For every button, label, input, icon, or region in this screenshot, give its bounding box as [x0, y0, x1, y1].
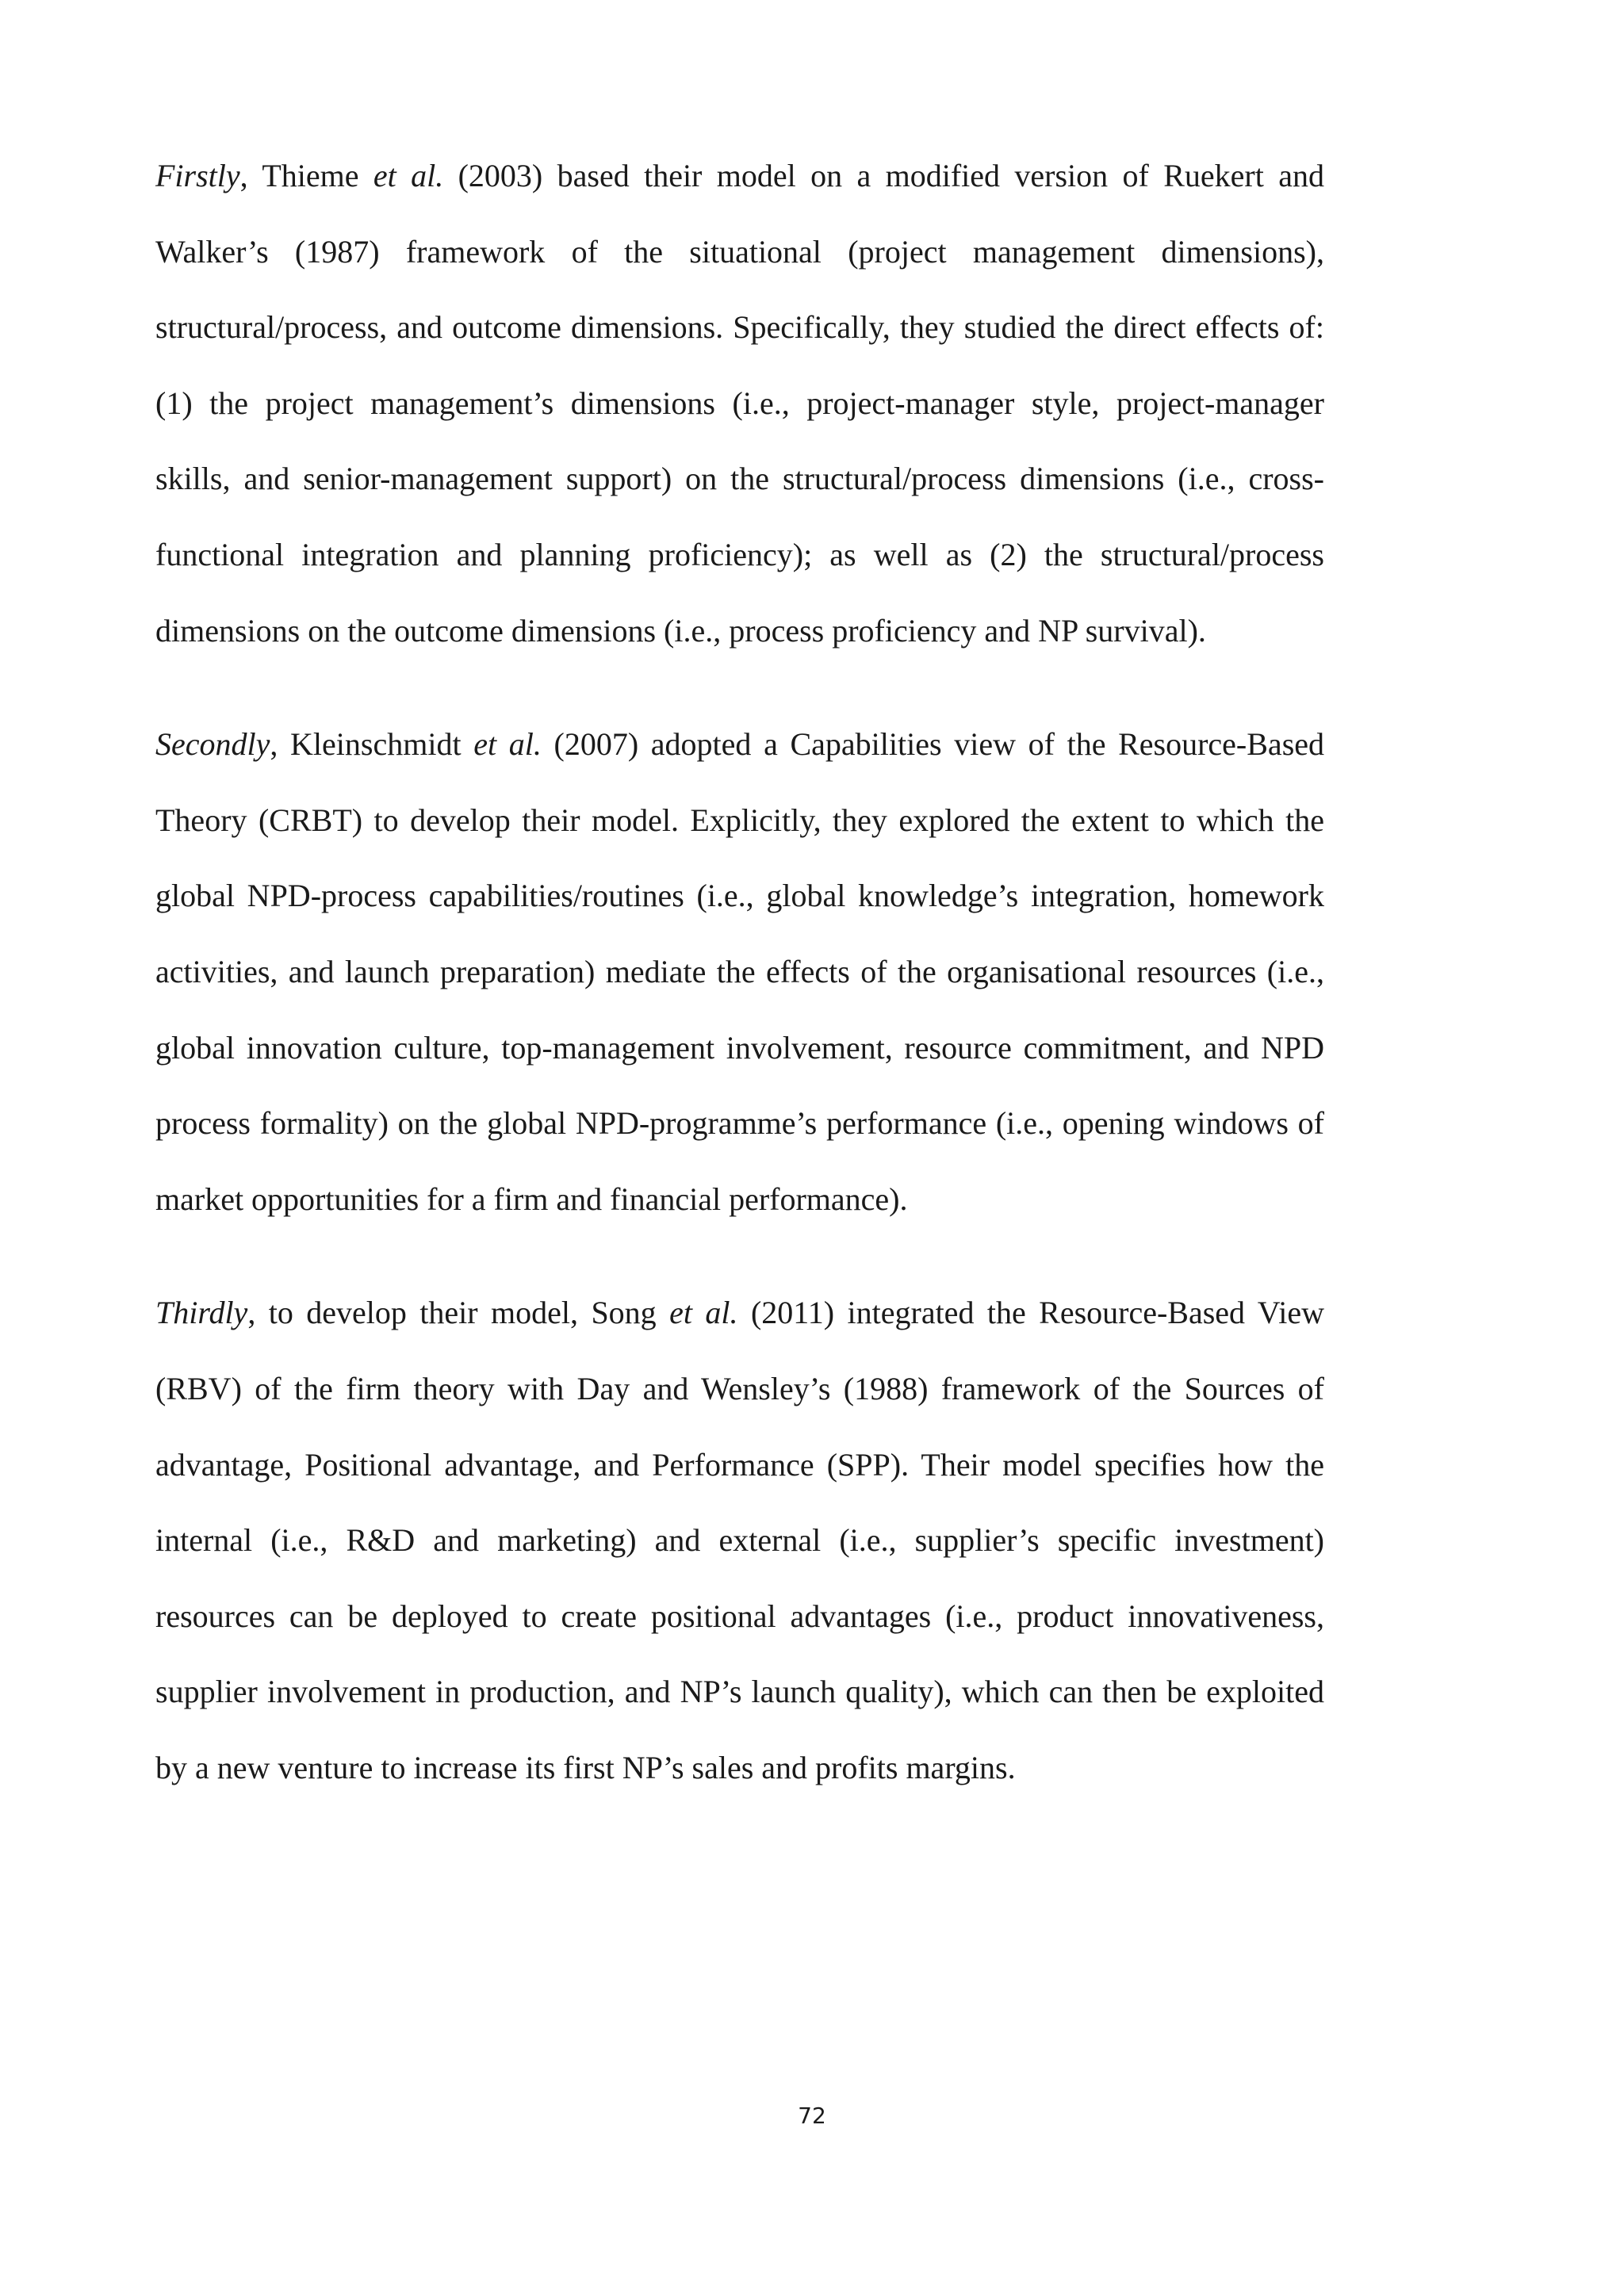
- paragraph-text: (2003) based their model on a modified version of Ruekert and Walker’s (1987) framework of the situational (project management dimensions), structural/process, and outcome dimensions. Specifically, they studied the direct effects of: (1) the project management’s dimensions (i.e., project-manager style, project-manager skills, and senior-management support) on the structural/process dimensions (i.e., cross-functional integration and planning proficiency); as well as (2) the structural/process dimensions on the outcome dimensions (i.e., process proficiency and NP survival).: [155, 158, 1324, 649]
- paragraph-thirdly: [155, 1275, 1324, 1805]
- page-number: 72: [798, 2103, 826, 2129]
- paragraph-text: (2011) integrated the Resource-Based View (RBV) of the firm theory with Day and Wensley’s (1988) framework of the Sources of advantage, Positional advantage, and Performance (SPP). Their model specifies how the internal (i.e., R&D and marketing) and external (i.e., supplier’s specific investment) resources can be deployed to create positional advantages (i.e., product innovativeness, supplier involvement in production, and NP’s launch quality), which can then be exploited by a new venture to increase its first NP’s sales and profits margins.: [155, 1295, 1324, 1785]
- paragraph-text: , Kleinschmidt: [270, 726, 474, 763]
- paragraph-text: (2007) adopted a Capabilities view of the Resource-Based Theory (CRBT) to develop their model. Explicitly, they explored the extent to which the global NPD-process capabilities/routines (i.e., global knowledge’s integration, homework activities, and launch preparation) mediate the effects of the organisational resources (i.e., global innovation culture, top-management involvement, resource commitment, and NPD process formality) on the global NPD-programme’s performance (i.e., opening windows of market opportunities for a firm and financial performance).: [155, 726, 1325, 1217]
- paragraph-text: , to develop their model, Song: [247, 1295, 670, 1331]
- paragraph-lead-word: Firstly: [155, 158, 240, 193]
- paragraph-text: , Thieme: [239, 158, 373, 193]
- et-al-citation: et al.: [473, 726, 542, 763]
- paragraph-firstly: [155, 138, 1324, 668]
- paragraph-secondly: [155, 706, 1324, 1237]
- et-al-citation: et al.: [373, 158, 444, 193]
- body-text: [155, 138, 1324, 1843]
- et-al-citation: et al.: [669, 1295, 738, 1331]
- paragraph-lead-word: Secondly: [155, 726, 270, 763]
- paragraph-lead-word: Thirdly: [155, 1295, 248, 1331]
